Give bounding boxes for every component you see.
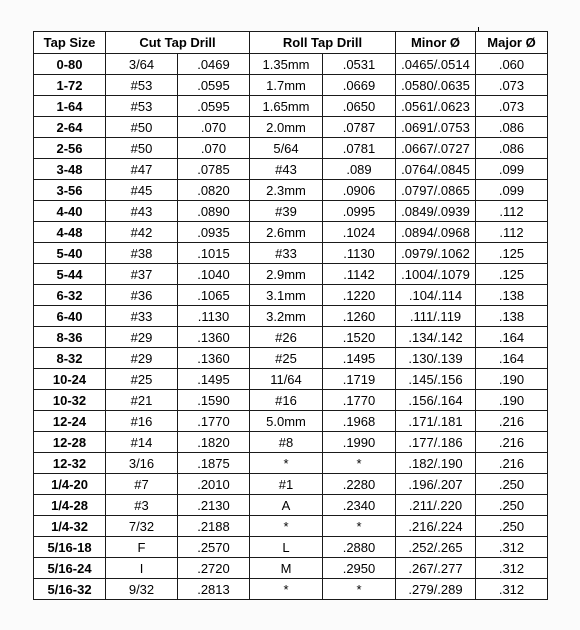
cell-roll-drill-decimal: .1719 (323, 369, 396, 390)
cell-cut-drill-size: #33 (106, 306, 178, 327)
cell-roll-drill-decimal: .2880 (323, 537, 396, 558)
cell-tap-size: 5-44 (34, 264, 106, 285)
cell-roll-drill-size: #39 (250, 201, 323, 222)
cell-roll-drill-size: L (250, 537, 323, 558)
cell-roll-drill-size: 1.35mm (250, 54, 323, 75)
cell-major-diameter: .250 (476, 495, 548, 516)
table-row (34, 474, 548, 495)
cell-cut-drill-decimal: .0595 (178, 75, 250, 96)
cell-minor-diameter: .156/.164 (396, 390, 476, 411)
table-row (34, 138, 548, 159)
header-cut-tap-drill: Cut Tap Drill (106, 32, 250, 54)
cell-major-diameter: .060 (476, 54, 548, 75)
cell-cut-drill-decimal: .2130 (178, 495, 250, 516)
cell-major-diameter: .164 (476, 348, 548, 369)
cell-tap-size: 8-32 (34, 348, 106, 369)
cell-cut-drill-size: #50 (106, 138, 178, 159)
header-row (34, 32, 548, 54)
cell-tap-size: 1-72 (34, 75, 106, 96)
cell-cut-drill-decimal: .0820 (178, 180, 250, 201)
cell-cut-drill-decimal: .1040 (178, 264, 250, 285)
table-row (34, 390, 548, 411)
cell-cut-drill-decimal: .1065 (178, 285, 250, 306)
cell-minor-diameter: .267/.277 (396, 558, 476, 579)
table-row (34, 558, 548, 579)
cell-cut-drill-size: #45 (106, 180, 178, 201)
cell-roll-drill-size: * (250, 579, 323, 600)
cell-roll-drill-size: 11/64 (250, 369, 323, 390)
table-row (34, 243, 548, 264)
cell-cut-drill-size: #25 (106, 369, 178, 390)
cell-cut-drill-size: F (106, 537, 178, 558)
cell-cut-drill-size: #50 (106, 117, 178, 138)
cell-cut-drill-decimal: .0785 (178, 159, 250, 180)
cell-tap-size: 10-24 (34, 369, 106, 390)
cell-roll-drill-decimal: * (323, 453, 396, 474)
cell-cut-drill-size: 3/16 (106, 453, 178, 474)
cell-roll-drill-size: 1.7mm (250, 75, 323, 96)
table-row (34, 495, 548, 516)
cell-major-diameter: .099 (476, 180, 548, 201)
cell-tap-size: 3-48 (34, 159, 106, 180)
cell-minor-diameter: .0580/.0635 (396, 75, 476, 96)
cell-major-diameter: .250 (476, 516, 548, 537)
cell-roll-drill-size: #16 (250, 390, 323, 411)
cell-roll-drill-decimal: .089 (323, 159, 396, 180)
cell-roll-drill-decimal: .0906 (323, 180, 396, 201)
cell-roll-drill-decimal: .2340 (323, 495, 396, 516)
cell-minor-diameter: .252/.265 (396, 537, 476, 558)
cell-tap-size: 10-32 (34, 390, 106, 411)
cell-major-diameter: .312 (476, 579, 548, 600)
table-row (34, 54, 548, 75)
cell-minor-diameter: .0894/.0968 (396, 222, 476, 243)
cell-tap-size: 1-64 (34, 96, 106, 117)
cell-minor-diameter: .134/.142 (396, 327, 476, 348)
table-row (34, 117, 548, 138)
cell-cut-drill-decimal: .1875 (178, 453, 250, 474)
cell-roll-drill-size: #26 (250, 327, 323, 348)
cell-major-diameter: .164 (476, 327, 548, 348)
cell-major-diameter: .190 (476, 369, 548, 390)
cell-cut-drill-size: #53 (106, 75, 178, 96)
cell-roll-drill-decimal: .1495 (323, 348, 396, 369)
cell-minor-diameter: .130/.139 (396, 348, 476, 369)
cell-roll-drill-size: M (250, 558, 323, 579)
cell-cut-drill-decimal: .0935 (178, 222, 250, 243)
cell-cut-drill-decimal: .1770 (178, 411, 250, 432)
cell-cut-drill-size: #38 (106, 243, 178, 264)
cell-tap-size: 6-32 (34, 285, 106, 306)
cell-cut-drill-decimal: .1495 (178, 369, 250, 390)
cell-roll-drill-size: #8 (250, 432, 323, 453)
cell-minor-diameter: .171/.181 (396, 411, 476, 432)
cell-minor-diameter: .196/.207 (396, 474, 476, 495)
cell-cut-drill-size: #21 (106, 390, 178, 411)
table-row (34, 411, 548, 432)
cell-roll-drill-decimal: .1990 (323, 432, 396, 453)
cell-tap-size: 12-32 (34, 453, 106, 474)
cell-roll-drill-decimal: .2280 (323, 474, 396, 495)
cell-major-diameter: .216 (476, 411, 548, 432)
cell-cut-drill-size: #43 (106, 201, 178, 222)
cell-roll-drill-decimal: .2950 (323, 558, 396, 579)
table-row (34, 180, 548, 201)
cell-cut-drill-decimal: .2813 (178, 579, 250, 600)
cell-tap-size: 4-40 (34, 201, 106, 222)
cell-roll-drill-decimal: .1142 (323, 264, 396, 285)
table-body (34, 54, 548, 600)
cell-cut-drill-decimal: .070 (178, 117, 250, 138)
cell-roll-drill-decimal: * (323, 579, 396, 600)
table-row (34, 264, 548, 285)
table-row (34, 369, 548, 390)
table-row (34, 201, 548, 222)
cell-tap-size: 8-36 (34, 327, 106, 348)
cell-cut-drill-decimal: .2010 (178, 474, 250, 495)
table-row (34, 432, 548, 453)
cell-minor-diameter: .0465/.0514 (396, 54, 476, 75)
table-row (34, 453, 548, 474)
cell-cut-drill-decimal: .1130 (178, 306, 250, 327)
cell-roll-drill-size: #1 (250, 474, 323, 495)
cell-tap-size: 2-56 (34, 138, 106, 159)
cell-cut-drill-size: #37 (106, 264, 178, 285)
cell-cut-drill-size: #29 (106, 348, 178, 369)
cell-roll-drill-decimal: .1968 (323, 411, 396, 432)
cell-roll-drill-decimal: .0531 (323, 54, 396, 75)
table-row (34, 579, 548, 600)
cell-roll-drill-size: 3.2mm (250, 306, 323, 327)
cell-minor-diameter: .111/.119 (396, 306, 476, 327)
cell-cut-drill-decimal: .1590 (178, 390, 250, 411)
cell-roll-drill-size: 1.65mm (250, 96, 323, 117)
cell-cut-drill-size: #14 (106, 432, 178, 453)
cell-major-diameter: .099 (476, 159, 548, 180)
cell-tap-size: 5-40 (34, 243, 106, 264)
cell-tap-size: 5/16-18 (34, 537, 106, 558)
table-row (34, 75, 548, 96)
cell-tap-size: 5/16-32 (34, 579, 106, 600)
cell-minor-diameter: .211/.220 (396, 495, 476, 516)
cell-minor-diameter: .0667/.0727 (396, 138, 476, 159)
header-major-diameter: Major Ø (476, 32, 548, 54)
cell-minor-diameter: .182/.190 (396, 453, 476, 474)
cell-cut-drill-size: #53 (106, 96, 178, 117)
cell-major-diameter: .190 (476, 390, 548, 411)
cell-roll-drill-size: 3.1mm (250, 285, 323, 306)
cell-minor-diameter: .177/.186 (396, 432, 476, 453)
cell-minor-diameter: .0979/.1062 (396, 243, 476, 264)
cell-roll-drill-decimal: .1770 (323, 390, 396, 411)
table-row (34, 306, 548, 327)
cell-minor-diameter: .145/.156 (396, 369, 476, 390)
cell-cut-drill-size: #16 (106, 411, 178, 432)
cell-cut-drill-decimal: .2188 (178, 516, 250, 537)
cell-cut-drill-decimal: .1820 (178, 432, 250, 453)
cell-major-diameter: .125 (476, 243, 548, 264)
cell-cut-drill-size: #36 (106, 285, 178, 306)
cell-tap-size: 1/4-20 (34, 474, 106, 495)
cell-minor-diameter: .1004/.1079 (396, 264, 476, 285)
table-row (34, 96, 548, 117)
cell-roll-drill-size: #43 (250, 159, 323, 180)
cell-roll-drill-decimal: .0787 (323, 117, 396, 138)
cell-roll-drill-decimal: .0650 (323, 96, 396, 117)
cell-roll-drill-size: #33 (250, 243, 323, 264)
cell-tap-size: 6-40 (34, 306, 106, 327)
cell-major-diameter: .216 (476, 453, 548, 474)
cell-cut-drill-size: 7/32 (106, 516, 178, 537)
table-row (34, 537, 548, 558)
cell-minor-diameter: .0797/.0865 (396, 180, 476, 201)
cell-major-diameter: .138 (476, 285, 548, 306)
header-tap-size: Tap Size (34, 32, 106, 54)
table-row (34, 222, 548, 243)
cell-major-diameter: .312 (476, 537, 548, 558)
cell-tap-size: 1/4-28 (34, 495, 106, 516)
cell-cut-drill-decimal: .2720 (178, 558, 250, 579)
cell-roll-drill-decimal: .0781 (323, 138, 396, 159)
cell-roll-drill-size: 5.0mm (250, 411, 323, 432)
cell-major-diameter: .312 (476, 558, 548, 579)
cell-major-diameter: .086 (476, 117, 548, 138)
cell-minor-diameter: .104/.114 (396, 285, 476, 306)
cell-tap-size: 0-80 (34, 54, 106, 75)
cell-tap-size: 2-64 (34, 117, 106, 138)
cell-cut-drill-size: #7 (106, 474, 178, 495)
cell-roll-drill-size: #25 (250, 348, 323, 369)
cell-tap-size: 4-48 (34, 222, 106, 243)
cell-major-diameter: .073 (476, 96, 548, 117)
cell-major-diameter: .216 (476, 432, 548, 453)
table-row (34, 285, 548, 306)
cell-major-diameter: .086 (476, 138, 548, 159)
cell-minor-diameter: .216/.224 (396, 516, 476, 537)
cell-tap-size: 12-24 (34, 411, 106, 432)
cell-major-diameter: .112 (476, 222, 548, 243)
cell-cut-drill-size: #3 (106, 495, 178, 516)
header-minor-diameter: Minor Ø (396, 32, 476, 54)
cell-roll-drill-decimal: .1130 (323, 243, 396, 264)
cell-cut-drill-decimal: .2570 (178, 537, 250, 558)
table-row (34, 159, 548, 180)
cell-roll-drill-size: 2.9mm (250, 264, 323, 285)
cell-minor-diameter: .279/.289 (396, 579, 476, 600)
cell-roll-drill-size: 2.6mm (250, 222, 323, 243)
cell-cut-drill-size: #47 (106, 159, 178, 180)
cell-tap-size: 1/4-32 (34, 516, 106, 537)
cell-roll-drill-decimal: .1220 (323, 285, 396, 306)
cell-cut-drill-decimal: .070 (178, 138, 250, 159)
cell-tap-size: 5/16-24 (34, 558, 106, 579)
cell-roll-drill-size: * (250, 453, 323, 474)
cell-roll-drill-size: 5/64 (250, 138, 323, 159)
cell-roll-drill-size: 2.0mm (250, 117, 323, 138)
header-roll-tap-drill: Roll Tap Drill (250, 32, 396, 54)
cell-cut-drill-decimal: .0469 (178, 54, 250, 75)
cell-roll-drill-decimal: .1024 (323, 222, 396, 243)
cell-cut-drill-decimal: .1360 (178, 327, 250, 348)
cell-cut-drill-size: #42 (106, 222, 178, 243)
cell-roll-drill-decimal: .0995 (323, 201, 396, 222)
cell-major-diameter: .073 (476, 75, 548, 96)
cell-minor-diameter: .0849/.0939 (396, 201, 476, 222)
cell-major-diameter: .125 (476, 264, 548, 285)
cell-roll-drill-decimal: * (323, 516, 396, 537)
cell-cut-drill-decimal: .1360 (178, 348, 250, 369)
cell-cut-drill-decimal: .1015 (178, 243, 250, 264)
cell-major-diameter: .112 (476, 201, 548, 222)
cell-cut-drill-decimal: .0890 (178, 201, 250, 222)
cell-major-diameter: .138 (476, 306, 548, 327)
cell-minor-diameter: .0764/.0845 (396, 159, 476, 180)
cell-tap-size: 12-28 (34, 432, 106, 453)
cell-roll-drill-size: * (250, 516, 323, 537)
cell-cut-drill-size: I (106, 558, 178, 579)
cell-cut-drill-size: #29 (106, 327, 178, 348)
cell-cut-drill-decimal: .0595 (178, 96, 250, 117)
tap-drill-table (33, 31, 548, 600)
cell-roll-drill-size: 2.3mm (250, 180, 323, 201)
cell-minor-diameter: .0691/.0753 (396, 117, 476, 138)
cell-cut-drill-size: 9/32 (106, 579, 178, 600)
cell-roll-drill-size: A (250, 495, 323, 516)
cell-roll-drill-decimal: .1520 (323, 327, 396, 348)
cell-roll-drill-decimal: .0669 (323, 75, 396, 96)
table-row (34, 327, 548, 348)
cell-tap-size: 3-56 (34, 180, 106, 201)
cell-major-diameter: .250 (476, 474, 548, 495)
cell-cut-drill-size: 3/64 (106, 54, 178, 75)
table-row (34, 348, 548, 369)
table-row (34, 516, 548, 537)
cell-minor-diameter: .0561/.0623 (396, 96, 476, 117)
cell-roll-drill-decimal: .1260 (323, 306, 396, 327)
